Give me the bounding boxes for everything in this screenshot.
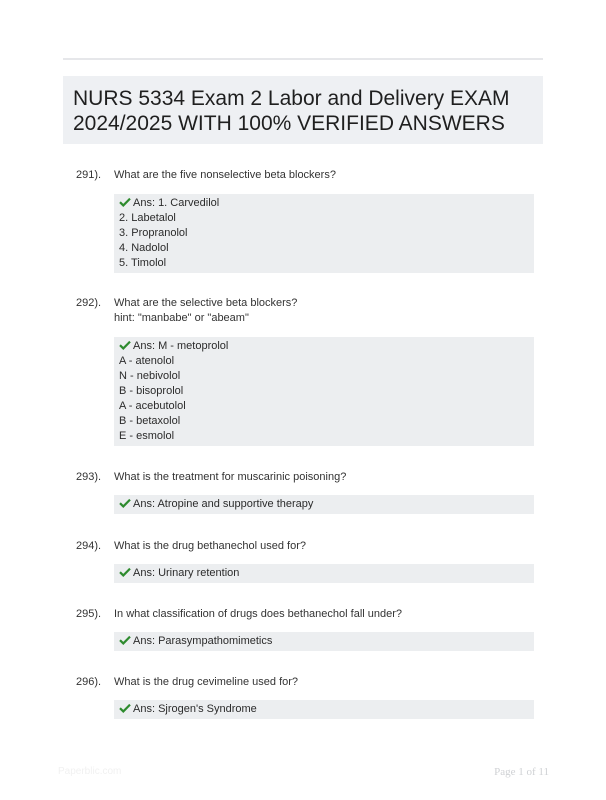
question-text: What is the drug cevimeline used for? bbox=[114, 676, 299, 688]
answer-line: N - nebivolol bbox=[119, 370, 181, 382]
answer-line bbox=[119, 634, 534, 649]
check-icon bbox=[119, 340, 131, 350]
answer-line bbox=[119, 196, 534, 211]
document-title bbox=[73, 86, 543, 136]
question-number: 291). bbox=[76, 169, 102, 181]
answer-line: E - esmolol bbox=[119, 430, 175, 442]
answer-line: B - bisoprolol bbox=[119, 385, 184, 397]
check-icon bbox=[119, 197, 131, 207]
answer-text: Ans: M - metoprolol bbox=[133, 340, 229, 352]
answer-text: Ans: 1. Carvedilol bbox=[133, 197, 220, 209]
question-text: What are the five nonselective beta blockers? bbox=[114, 169, 336, 181]
question-text: In what classification of drugs does bethanechol fall under? bbox=[114, 608, 403, 620]
question-text: What is the treatment for muscarinic poisoning? bbox=[114, 471, 347, 483]
answer-line: B - betaxolol bbox=[119, 415, 181, 427]
question-number: 296). bbox=[76, 676, 102, 688]
question-number: 292). bbox=[76, 297, 102, 309]
question-text: What are the selective beta blockers? hint: "manbabe" or "abeam" bbox=[114, 297, 298, 324]
answer-text: Ans: Atropine and supportive therapy bbox=[133, 498, 314, 510]
check-icon bbox=[119, 498, 131, 508]
check-icon bbox=[119, 703, 131, 713]
footer-watermark: Paperblic.com bbox=[58, 766, 122, 777]
title-line-1: NURS 5334 Exam 2 Labor and Delivery EXAM bbox=[73, 87, 510, 110]
answer-box bbox=[114, 632, 534, 651]
answer-line: 3. Propranolol bbox=[119, 227, 188, 239]
answer-line: A - atenolol bbox=[119, 355, 175, 367]
answer-line: 2. Labetalol bbox=[119, 212, 176, 224]
check-icon bbox=[119, 635, 131, 645]
answer-text: Ans: Urinary retention bbox=[133, 567, 240, 579]
answer-line bbox=[119, 339, 534, 354]
question-text: What is the drug bethanechol used for? bbox=[114, 540, 307, 552]
answer-box bbox=[114, 700, 534, 719]
answer-line bbox=[119, 497, 534, 512]
top-divider bbox=[63, 58, 543, 60]
answer-line bbox=[119, 702, 534, 717]
answer-line bbox=[119, 566, 534, 581]
question-number: 295). bbox=[76, 608, 102, 620]
answer-box bbox=[114, 564, 534, 583]
answer-box bbox=[114, 194, 534, 273]
answer-text: Ans: Parasympathomimetics bbox=[133, 635, 273, 647]
answer-line: A - acebutolol bbox=[119, 400, 186, 412]
answer-text: Ans: Sjrogen's Syndrome bbox=[133, 703, 257, 715]
answer-box bbox=[114, 495, 534, 514]
answer-box bbox=[114, 337, 534, 446]
title-line-2: 2024/2025 WITH 100% VERIFIED ANSWERS bbox=[73, 112, 505, 135]
answer-line: 4. Nadolol bbox=[119, 242, 169, 254]
question-number: 293). bbox=[76, 471, 102, 483]
question-number: 294). bbox=[76, 540, 102, 552]
check-icon bbox=[119, 567, 131, 577]
answer-line: 5. Timolol bbox=[119, 257, 167, 269]
page-indicator: Page 1 of 11 bbox=[494, 766, 549, 778]
title-banner bbox=[63, 76, 543, 144]
